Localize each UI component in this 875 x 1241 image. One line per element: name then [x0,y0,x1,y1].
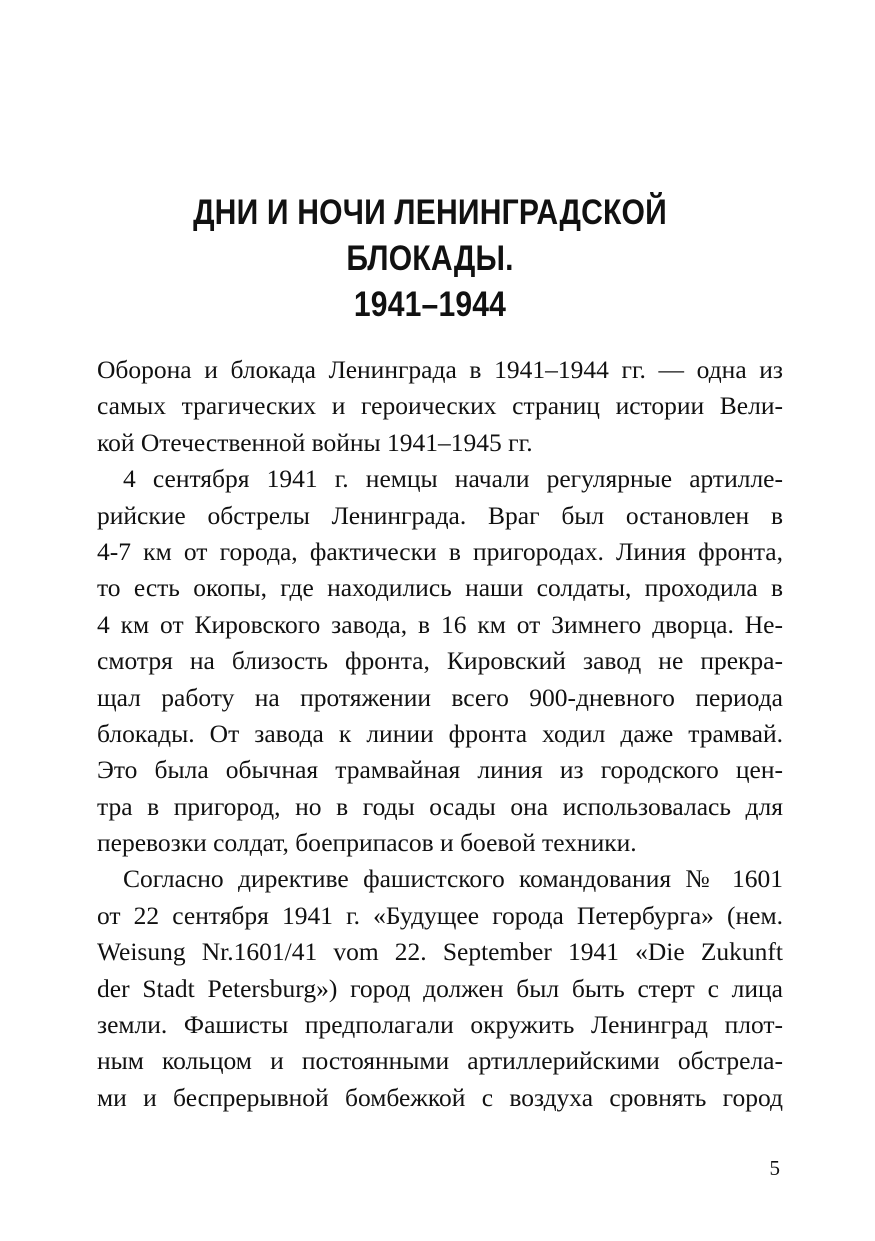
text-line: Weisung Nr.1601/41 vom 22. September 1941 «Die Zukunft [97,937,783,967]
text-line: Это была обычная трамвайная линия из городского цен- [97,755,783,785]
text-line: смотря на близость фронта, Кировский завод не прекра- [97,646,783,676]
text-line: 4-7 км от города, фактически в пригородах. Линия фронта, [97,536,783,566]
text-line: 4 сентября 1941 г. немцы начали регулярные артилле- [123,464,783,494]
chapter-title [112,190,748,328]
paragraph [97,861,783,1116]
text-line: от 22 сентября 1941 г. «Будущее города Петербурга» (нем. [97,900,783,930]
chapter-title-line-1: ДНИ И НОЧИ ЛЕНИНГРАДСКОЙ БЛОКАДЫ. [193,193,667,278]
text-line: блокады. От завода к линии фронта ходил даже трамвай. [97,718,783,748]
text-line: тра в пригород, но в годы осады она использовалась для [97,791,783,821]
chapter-title-line-2: 1941–1944 [353,285,507,324]
text-line: Оборона и блокада Ленинграда в 1941–1944 гг. — одна из [97,355,783,384]
text-line: рийские обстрелы Ленинграда. Враг был остановлен в [97,500,783,530]
text-line: перевозки солдат, боеприпасов и боевой техники. [97,828,637,858]
paragraph [97,461,783,861]
text-line: ми и беспрерывной бомбежкой с воздуха сровнять город [97,1082,783,1112]
text-line: земли. Фашисты предполагали окружить Ленинград плот- [97,1010,783,1040]
page-number: 5 [769,1156,780,1180]
text-line: щал работу на протяжении всего 900-дневного периода [97,682,783,712]
text-line: самых трагических и героических страниц истории Вели- [97,391,783,421]
text-line: Согласно директиве фашистского командования № 1601 [123,864,783,894]
text-line: то есть окопы, где находились наши солдаты, проходила в [97,573,783,603]
text-line: 4 км от Кировского завода, в 16 км от Зимнего дворца. Не- [97,609,783,639]
text-line: ным кольцом и постоянными артиллерийскими обстрела- [97,1046,783,1076]
text-line: der Stadt Petersburg») город должен был быть стерт с лица [97,973,783,1003]
body-text [97,352,783,1116]
text-line: кой Отечественной войны 1941–1945 гг. [97,427,533,457]
paragraph [97,352,783,461]
